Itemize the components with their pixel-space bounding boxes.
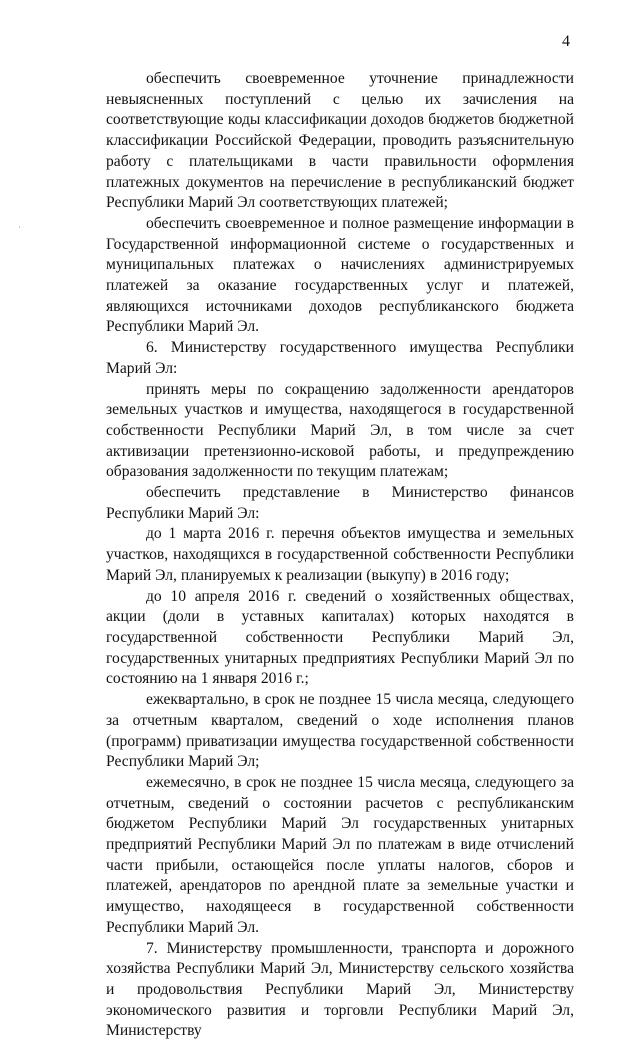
- page-number: 4: [562, 33, 570, 50]
- paragraph-quarterly: ежеквартально, в срок не позднее 15 числа месяца, следующего за отчетным кварталом, сведений о ходе исполнения планов (программ) приватизации имущества государственной собственности Республики Марий Эл;: [106, 691, 574, 771]
- document-body: [106, 69, 574, 1042]
- paragraph-monthly: ежемесячно, в срок не позднее 15 числа месяца, следующего за отчетным, сведений о состоянии расчетов с республиканским бюджетом Республики Марий Эл государственных унитарных предприятий Республики Марий Эл по платежам в виде отчислений части прибыли, остающейся после уплаты налогов, сборов и платежей, арендаторов по арендной плате за земельные участки и имущество, находящееся в государственной собственности Республики Марий Эл.: [106, 773, 574, 936]
- margin-mark: ·: [18, 222, 21, 232]
- paragraph-ministry-property-heading: 6. Министерству государственного имущества Республики Марий Эл:: [106, 339, 574, 377]
- paragraph-clarify-payments: обеспечить своевременное уточнение принадлежности невыясненных поступлений с целью их зачисления на соответствующие коды классификации доходов бюджетов бюджетной классификации Российской Федерации, проводить разъяснительную работу с плательщиками в части правильности оформления платежных документов на перечисление в республиканский бюджет Республики Марий Эл соответствующих платежей;: [106, 70, 574, 212]
- paragraph-march-deadline: до 1 марта 2016 г. перечня объектов имущества и земельных участков, находящихся в государственной собственности Республики Марий Эл, планируемых к реализации (выкупу) в 2016 году;: [106, 525, 574, 584]
- paragraph-april-deadline: до 10 апреля 2016 г. сведений о хозяйственных обществах, акции (доли в уставных капиталах) которых находятся в государственной собственности Республики Марий Эл, государственных унитарных предприятиях Республики Марий Эл по состоянию на 1 января 2016 г.;: [106, 587, 574, 688]
- paragraph-reduce-debt: принять меры по сокращению задолженности арендаторов земельных участков и имущества, находящегося в государственной собственности Республики Марий Эл, в том числе за счет активизации претензионно-исковой работы, и предупреждению образования задолженности по текущим платежам;: [106, 380, 574, 481]
- paragraph-ministries-heading: 7. Министерству промышленности, транспорта и дорожного хозяйства Республики Марий Эл, Министерству сельского хозяйства и продовольствия Республики Марий Эл, Министерству экономического развития и торговли Республики Марий Эл, Министерству: [106, 939, 574, 1040]
- paragraph-submit-to-minfin: обеспечить представление в Министерство финансов Республики Марий Эл:: [106, 484, 574, 522]
- paragraph-gis-gmp: обеспечить своевременное и полное размещение информации в Государственной информационной системе о государственных и муниципальных платежах о начислениях администрируемых платежей за оказание государственных услуг и платежей, являющихся источниками доходов республиканского бюджета Республики Марий Эл.: [106, 214, 574, 336]
